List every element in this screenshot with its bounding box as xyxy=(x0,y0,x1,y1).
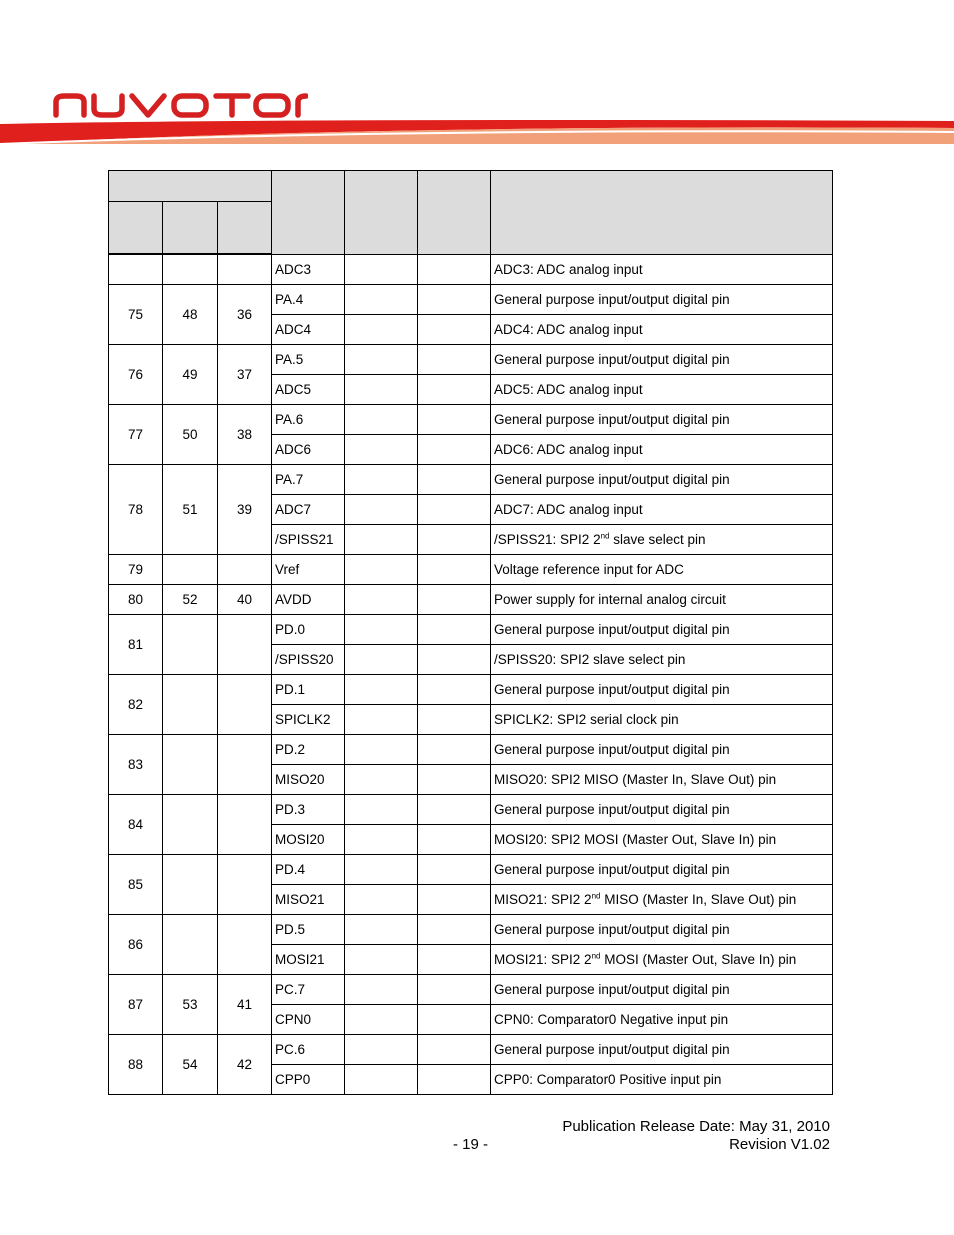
pin-number-n1: 88 xyxy=(109,1035,163,1095)
empty-cell xyxy=(418,645,491,675)
empty-cell xyxy=(418,405,491,435)
table-row xyxy=(109,585,833,615)
table-row xyxy=(109,675,833,705)
empty-cell xyxy=(418,855,491,885)
pin-name: MOSI20 xyxy=(272,825,345,855)
empty-cell xyxy=(345,975,418,1005)
header-cell-package-3 xyxy=(218,202,272,255)
pin-number-n2: 48 xyxy=(163,285,218,345)
publication-date: Publication Release Date: May 31, 2010 xyxy=(562,1118,830,1135)
pin-number-n3: 37 xyxy=(218,345,272,405)
pin-name: PD.5 xyxy=(272,915,345,945)
pin-description: MOSI20: SPI2 MOSI (Master Out, Slave In) pin xyxy=(491,825,833,855)
pin-number-n3 xyxy=(218,615,272,675)
empty-cell xyxy=(418,765,491,795)
pin-name: ADC3 xyxy=(272,254,345,285)
pin-number-n3: 36 xyxy=(218,285,272,345)
header-cell-pin-no xyxy=(109,171,272,202)
description-text: slave select pin xyxy=(609,532,706,547)
pin-number-n1: 77 xyxy=(109,405,163,465)
empty-cell xyxy=(345,525,418,555)
empty-cell xyxy=(418,495,491,525)
table-row xyxy=(109,465,833,495)
table-header-row xyxy=(109,171,833,202)
empty-cell xyxy=(418,345,491,375)
page-number: - 19 - xyxy=(453,1136,489,1153)
pin-name: ADC4 xyxy=(272,315,345,345)
pin-number-n3: 39 xyxy=(218,465,272,555)
pin-name: ADC7 xyxy=(272,495,345,525)
empty-cell xyxy=(418,735,491,765)
pin-number-n3: 41 xyxy=(218,975,272,1035)
pin-number-n3 xyxy=(218,675,272,735)
empty-cell xyxy=(345,585,418,615)
pin-description: MISO20: SPI2 MISO (Master In, Slave Out) pin xyxy=(491,765,833,795)
pin-name: PD.0 xyxy=(272,615,345,645)
empty-cell xyxy=(418,555,491,585)
pin-number-n1: 85 xyxy=(109,855,163,915)
pin-number-n2: 54 xyxy=(163,1035,218,1095)
pin-description: General purpose input/output digital pin xyxy=(491,1035,833,1065)
empty-cell xyxy=(418,1035,491,1065)
table-row xyxy=(109,915,833,945)
description-text: MISO21: SPI2 2 xyxy=(494,892,592,907)
pin-number-n2 xyxy=(163,735,218,795)
header-cell-pin-type xyxy=(345,171,418,255)
table-row xyxy=(109,1035,833,1065)
empty-cell xyxy=(418,585,491,615)
pin-name: PA.6 xyxy=(272,405,345,435)
empty-cell xyxy=(418,375,491,405)
pin-number-n3: 38 xyxy=(218,405,272,465)
pin-number-n2: 50 xyxy=(163,405,218,465)
pin-description: General purpose input/output digital pin xyxy=(491,855,833,885)
pin-description: General purpose input/output digital pin xyxy=(491,975,833,1005)
pin-description: General purpose input/output digital pin xyxy=(491,915,833,945)
pin-description: ADC4: ADC analog input xyxy=(491,315,833,345)
pin-number-n1: 81 xyxy=(109,615,163,675)
empty-cell xyxy=(418,254,491,285)
empty-cell xyxy=(345,285,418,315)
pin-number-n1: 82 xyxy=(109,675,163,735)
empty-cell xyxy=(345,615,418,645)
pin-name: PA.7 xyxy=(272,465,345,495)
pin-number-n3 xyxy=(218,795,272,855)
table-row xyxy=(109,345,833,375)
ordinal-suffix: nd xyxy=(591,951,601,961)
pin-description: SPICLK2: SPI2 serial clock pin xyxy=(491,705,833,735)
pin-description: ADC5: ADC analog input xyxy=(491,375,833,405)
description-text: MOSI21: SPI2 2 xyxy=(494,952,592,967)
empty-cell xyxy=(418,435,491,465)
pin-name: Vref xyxy=(272,555,345,585)
pin-number-n2 xyxy=(163,254,218,285)
header-cell-description xyxy=(491,171,833,255)
empty-cell xyxy=(418,885,491,915)
empty-cell xyxy=(418,825,491,855)
pin-description: Power supply for internal analog circuit xyxy=(491,585,833,615)
empty-cell xyxy=(418,285,491,315)
pin-name: PD.3 xyxy=(272,795,345,825)
pin-description: General purpose input/output digital pin xyxy=(491,615,833,645)
table-row xyxy=(109,795,833,825)
empty-cell xyxy=(345,1065,418,1095)
empty-cell xyxy=(345,405,418,435)
pin-name: CPP0 xyxy=(272,1065,345,1095)
empty-cell xyxy=(345,375,418,405)
pin-number-n2: 52 xyxy=(163,585,218,615)
pin-number-n2 xyxy=(163,615,218,675)
pin-name: MISO20 xyxy=(272,765,345,795)
table-row xyxy=(109,615,833,645)
empty-cell xyxy=(418,615,491,645)
pin-description xyxy=(491,885,833,915)
empty-cell xyxy=(345,555,418,585)
pin-description: General purpose input/output digital pin xyxy=(491,345,833,375)
empty-cell xyxy=(345,435,418,465)
empty-cell xyxy=(345,885,418,915)
pin-number-n1: 78 xyxy=(109,465,163,555)
pin-number-n3 xyxy=(218,254,272,285)
empty-cell xyxy=(345,795,418,825)
pin-name: CPN0 xyxy=(272,1005,345,1035)
pin-number-n2 xyxy=(163,555,218,585)
header-cell-pin-name xyxy=(272,171,345,255)
pin-name: PD.4 xyxy=(272,855,345,885)
pin-number-n3 xyxy=(218,855,272,915)
pin-description: /SPISS20: SPI2 slave select pin xyxy=(491,645,833,675)
pin-name: PC.7 xyxy=(272,975,345,1005)
empty-cell xyxy=(418,1065,491,1095)
revision: Revision V1.02 xyxy=(729,1136,830,1153)
pin-number-n1: 75 xyxy=(109,285,163,345)
pin-name: /SPISS21 xyxy=(272,525,345,555)
empty-cell xyxy=(345,315,418,345)
pin-description: ADC3: ADC analog input xyxy=(491,254,833,285)
pin-name: PD.2 xyxy=(272,735,345,765)
empty-cell xyxy=(418,675,491,705)
pin-number-n2 xyxy=(163,795,218,855)
pin-name: PD.1 xyxy=(272,675,345,705)
pin-number-n1: 86 xyxy=(109,915,163,975)
pin-number-n2 xyxy=(163,675,218,735)
header-banner xyxy=(0,118,954,148)
empty-cell xyxy=(418,1005,491,1035)
pin-description: ADC7: ADC analog input xyxy=(491,495,833,525)
empty-cell xyxy=(345,465,418,495)
pin-name: PA.5 xyxy=(272,345,345,375)
pin-description xyxy=(491,525,833,555)
table-row xyxy=(109,254,833,285)
pin-description: CPP0: Comparator0 Positive input pin xyxy=(491,1065,833,1095)
table-row xyxy=(109,855,833,885)
pin-name: MOSI21 xyxy=(272,945,345,975)
pin-number-n1: 84 xyxy=(109,795,163,855)
ordinal-suffix: nd xyxy=(591,891,601,901)
pin-name: ADC6 xyxy=(272,435,345,465)
pin-number-n3: 40 xyxy=(218,585,272,615)
pin-description: General purpose input/output digital pin xyxy=(491,465,833,495)
empty-cell xyxy=(418,705,491,735)
pin-name: ADC5 xyxy=(272,375,345,405)
empty-cell xyxy=(418,465,491,495)
empty-cell xyxy=(418,975,491,1005)
empty-cell xyxy=(345,765,418,795)
pin-number-n3 xyxy=(218,555,272,585)
pin-number-n2: 51 xyxy=(163,465,218,555)
pin-number-n1 xyxy=(109,254,163,285)
empty-cell xyxy=(345,945,418,975)
pin-name: AVDD xyxy=(272,585,345,615)
empty-cell xyxy=(345,915,418,945)
table-row xyxy=(109,285,833,315)
pin-description: General purpose input/output digital pin xyxy=(491,735,833,765)
empty-cell xyxy=(418,315,491,345)
empty-cell xyxy=(418,945,491,975)
empty-cell xyxy=(345,825,418,855)
empty-cell xyxy=(345,254,418,285)
pin-name: MISO21 xyxy=(272,885,345,915)
empty-cell xyxy=(345,645,418,675)
empty-cell xyxy=(418,915,491,945)
empty-cell xyxy=(345,675,418,705)
pin-number-n2: 49 xyxy=(163,345,218,405)
pin-description: General purpose input/output digital pin xyxy=(491,405,833,435)
pin-number-n1: 83 xyxy=(109,735,163,795)
empty-cell xyxy=(345,1035,418,1065)
header-cell-package-1 xyxy=(109,202,163,255)
pin-number-n2 xyxy=(163,915,218,975)
description-text: MOSI (Master Out, Slave In) pin xyxy=(600,952,797,967)
empty-cell xyxy=(345,345,418,375)
pin-name: PC.6 xyxy=(272,1035,345,1065)
pin-number-n2 xyxy=(163,855,218,915)
header-cell-package-2 xyxy=(163,202,218,255)
description-text: MISO (Master In, Slave Out) pin xyxy=(600,892,797,907)
pin-name: /SPISS20 xyxy=(272,645,345,675)
pin-description: Voltage reference input for ADC xyxy=(491,555,833,585)
table-row xyxy=(109,975,833,1005)
empty-cell xyxy=(418,525,491,555)
empty-cell xyxy=(345,495,418,525)
pin-number-n3 xyxy=(218,915,272,975)
empty-cell xyxy=(418,795,491,825)
empty-cell xyxy=(345,1005,418,1035)
ordinal-suffix: nd xyxy=(600,531,610,541)
table-row xyxy=(109,555,833,585)
pin-description: General purpose input/output digital pin xyxy=(491,795,833,825)
pin-number-n3 xyxy=(218,735,272,795)
pin-number-n1: 80 xyxy=(109,585,163,615)
pin-description: CPN0: Comparator0 Negative input pin xyxy=(491,1005,833,1035)
pin-description: General purpose input/output digital pin xyxy=(491,285,833,315)
table-row xyxy=(109,735,833,765)
empty-cell xyxy=(345,705,418,735)
table-row xyxy=(109,405,833,435)
nuvoton-logo xyxy=(52,92,308,118)
pin-number-n3: 42 xyxy=(218,1035,272,1095)
pin-number-n1: 79 xyxy=(109,555,163,585)
header-cell-alt xyxy=(418,171,491,255)
pin-number-n1: 76 xyxy=(109,345,163,405)
pin-description: ADC6: ADC analog input xyxy=(491,435,833,465)
pin-number-n1: 87 xyxy=(109,975,163,1035)
empty-cell xyxy=(345,735,418,765)
pin-name: SPICLK2 xyxy=(272,705,345,735)
pin-description xyxy=(491,945,833,975)
pin-name: PA.4 xyxy=(272,285,345,315)
pin-description: General purpose input/output digital pin xyxy=(491,675,833,705)
pin-number-n2: 53 xyxy=(163,975,218,1035)
pin-description-table xyxy=(108,170,833,1095)
empty-cell xyxy=(345,855,418,885)
description-text: /SPISS21: SPI2 2 xyxy=(494,532,601,547)
